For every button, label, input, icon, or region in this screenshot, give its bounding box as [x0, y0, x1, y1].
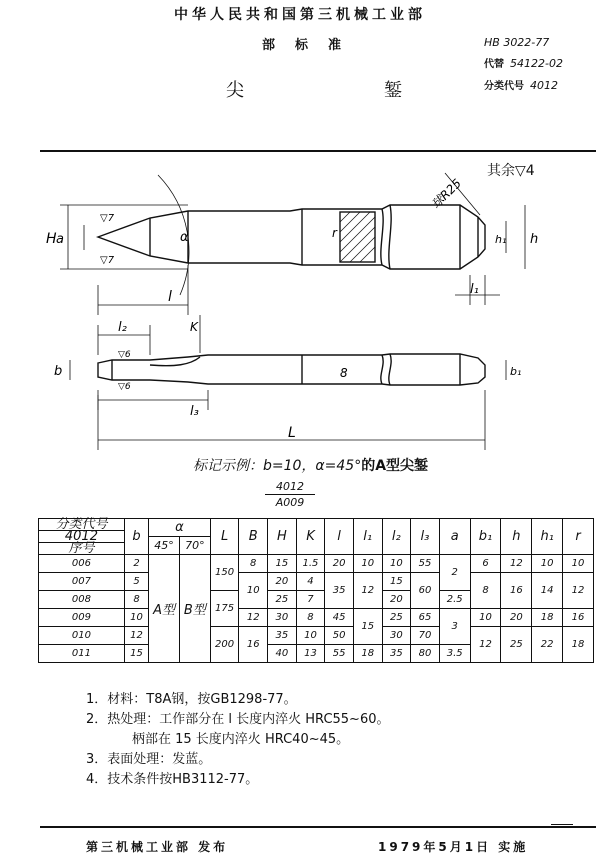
cell-h1: 18 [532, 609, 563, 627]
cell-l3: 80 [411, 645, 440, 663]
table-row [39, 609, 594, 627]
table-row [39, 627, 594, 645]
standard-code-block [484, 32, 563, 97]
example-text: 标记示例：b=10，α=45° [193, 458, 362, 474]
header-class-seq [39, 519, 125, 555]
top-rule [40, 150, 596, 152]
footer-date: 1979年5月1日 实施 [378, 840, 529, 854]
header-alpha: α [149, 519, 211, 537]
class-label: 分类代号 [484, 81, 524, 92]
cell-a: 2 [439, 555, 470, 591]
header-l3: l₃ [411, 519, 440, 555]
roughness-6-bottom: ▽6 [118, 382, 131, 392]
roughness-7-bottom: ▽7 [100, 255, 115, 266]
header-h1: h₁ [532, 519, 563, 555]
cell-a: 3 [439, 609, 470, 645]
marking-example [193, 455, 428, 475]
cell-b: 12 [124, 627, 148, 645]
roughness-6-top: ▽6 [118, 350, 131, 360]
cell-h1: 10 [532, 555, 563, 573]
label-K: K [190, 320, 198, 334]
cell-b1: 6 [470, 555, 501, 573]
header-seq: 序号 [68, 541, 95, 556]
cell-H: 30 [268, 609, 297, 627]
label-alpha: α [180, 230, 189, 245]
label-H: H [46, 231, 57, 247]
label-l1: l₁ [470, 282, 479, 297]
cell-type-b: B型 [179, 555, 210, 663]
header-alpha-45: 45° [149, 537, 180, 555]
label-l: l [168, 289, 172, 305]
roughness-7-top: ▽7 [100, 213, 115, 224]
example-code [265, 479, 315, 510]
cell-r: 12 [563, 573, 594, 609]
cell-K: 4 [296, 573, 325, 591]
cell-l2: 30 [382, 627, 411, 645]
cell-h: 20 [501, 609, 532, 627]
cell-L: 200 [210, 627, 239, 663]
cell-l3: 60 [411, 573, 440, 609]
cell-l2: 35 [382, 645, 411, 663]
label-sphere-R: 球R25 [428, 176, 464, 212]
header-l1: l₁ [353, 519, 382, 555]
table-row [39, 555, 594, 573]
footer-issuer: 第三机械工业部 发布 [86, 840, 229, 854]
label-r: r [332, 226, 337, 240]
cell-K: 13 [296, 645, 325, 663]
label-a: a [56, 232, 64, 247]
label-L: L [288, 425, 296, 441]
cell-l: 20 [325, 555, 354, 573]
cell-r: 10 [563, 555, 594, 573]
header-h: h [501, 519, 532, 555]
cell-l2: 15 [382, 573, 411, 591]
cell-l1: 10 [353, 555, 382, 573]
note-4: 4．技术条件按HB3112-77。 [86, 772, 259, 787]
cell-l: 35 [325, 573, 354, 609]
cell-K: 8 [296, 609, 325, 627]
replaces-label: 代替 [484, 59, 504, 70]
example-denominator: A009 [275, 496, 305, 509]
class-value: 4012 [530, 79, 558, 92]
cell-H: 25 [268, 591, 297, 609]
header-l: l [325, 519, 354, 555]
cell-r: 18 [563, 627, 594, 663]
cell-b1: 12 [470, 627, 501, 663]
cell-h: 12 [501, 555, 532, 573]
table-row [39, 573, 594, 591]
header-a: a [439, 519, 470, 555]
title-char-1: 尖 [226, 80, 244, 101]
chisel-drawing [40, 155, 596, 450]
ministry-name: 中华人民共和国第三机械工业部 [174, 7, 426, 23]
cell-l: 45 [325, 609, 354, 627]
cell-seq: 007 [39, 573, 125, 591]
standard-code: HB 3022-77 [484, 36, 550, 49]
cell-h: 16 [501, 573, 532, 609]
header-b1: b₁ [470, 519, 501, 555]
cell-seq: 011 [39, 645, 125, 663]
cell-l: 50 [325, 627, 354, 645]
header-b: b [124, 519, 148, 555]
cell-H: 35 [268, 627, 297, 645]
cell-l3: 70 [411, 627, 440, 645]
cell-seq: 010 [39, 627, 125, 645]
cell-K: 10 [296, 627, 325, 645]
cell-seq: 006 [39, 555, 125, 573]
header-B: B [239, 519, 268, 555]
label-b1: b₁ [510, 365, 522, 378]
header-class-value: 4012 [39, 531, 124, 543]
cell-B: 16 [239, 627, 268, 663]
cell-b: 15 [124, 645, 148, 663]
class-line [484, 75, 563, 97]
replaces-line [484, 53, 563, 75]
label-b: b [54, 364, 63, 379]
label-l3: l₃ [190, 404, 199, 419]
cell-H: 15 [268, 555, 297, 573]
header-K: K [296, 519, 325, 555]
cell-seq: 009 [39, 609, 125, 627]
cell-seq: 008 [39, 591, 125, 609]
cell-l1: 15 [353, 609, 382, 645]
label-l2: l₂ [118, 320, 127, 335]
surface-roughness-note: 其余▽4 [487, 163, 535, 179]
note-3: 3．表面处理：发蓝。 [86, 752, 212, 767]
label-h: h [530, 232, 539, 247]
header-L: L [210, 519, 239, 555]
cell-K: 1.5 [296, 555, 325, 573]
replaces-value: 54122-02 [510, 57, 563, 70]
cell-b: 10 [124, 609, 148, 627]
cell-l1: 12 [353, 573, 382, 609]
example-numerator: 4012 [265, 479, 315, 495]
technical-notes [86, 690, 390, 790]
footer-mark [551, 824, 573, 825]
cell-H: 20 [268, 573, 297, 591]
cell-l1: 18 [353, 645, 382, 663]
cell-L: 150 [210, 555, 239, 591]
label-B: 8 [340, 366, 348, 380]
standard-type: 部标准 [262, 38, 362, 53]
cell-l3: 65 [411, 609, 440, 627]
cell-H: 40 [268, 645, 297, 663]
cell-h1: 14 [532, 573, 563, 609]
cell-l3: 55 [411, 555, 440, 573]
cell-B: 12 [239, 609, 268, 627]
cell-L: 175 [210, 591, 239, 627]
cell-l2: 25 [382, 609, 411, 627]
bottom-rule [40, 826, 596, 828]
cell-h: 25 [501, 627, 532, 663]
cell-K: 7 [296, 591, 325, 609]
header-l2: l₂ [382, 519, 411, 555]
cell-b: 5 [124, 573, 148, 591]
cell-a: 3.5 [439, 645, 470, 663]
header-r: r [563, 519, 594, 555]
header-class-code: 分类代号 [39, 519, 124, 531]
example-suffix: 的A型尖錾 [361, 458, 429, 474]
cell-B: 8 [239, 555, 268, 573]
cell-b1: 8 [470, 573, 501, 609]
cell-l2: 10 [382, 555, 411, 573]
note-1: 1．材料：T8A钢，按GB1298-77。 [86, 692, 297, 707]
cell-l: 55 [325, 645, 354, 663]
note-2: 2．热处理：工作部分在 l 长度内淬火 HRC55~60。 [86, 712, 390, 727]
title-char-2: 錾 [384, 80, 402, 101]
label-h1: h₁ [495, 233, 507, 246]
dimension-table [38, 518, 594, 663]
cell-h1: 22 [532, 627, 563, 663]
cell-type-a: A型 [149, 555, 180, 663]
header-alpha-70: 70° [179, 537, 210, 555]
header-H: H [268, 519, 297, 555]
cell-B: 10 [239, 573, 268, 609]
cell-b: 8 [124, 591, 148, 609]
cell-a: 2.5 [439, 591, 470, 609]
cell-b1: 10 [470, 609, 501, 627]
note-2-cont: 柄部在 15 长度内淬火 HRC40~45。 [132, 732, 350, 747]
cell-l2: 20 [382, 591, 411, 609]
cell-r: 16 [563, 609, 594, 627]
cell-b: 2 [124, 555, 148, 573]
